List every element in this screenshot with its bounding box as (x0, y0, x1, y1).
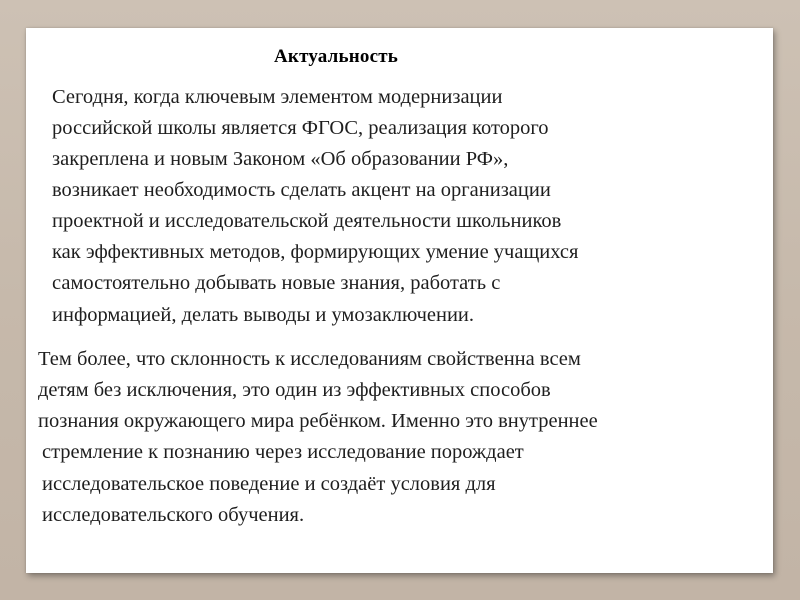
paragraph2-line: детям без исключения, это один из эффективных способов (38, 379, 551, 401)
paragraph1-line: возникает необходимость сделать акцент на организации (52, 179, 551, 201)
paragraph1-line: закреплена и новым Законом «Об образовании РФ», (52, 148, 509, 170)
paragraph2-line: стремление к познанию через исследование порождает (42, 441, 524, 463)
slide (26, 28, 773, 573)
paragraph1-line: проектной и исследовательской деятельности школьников (52, 210, 562, 232)
paragraph1-line: самостоятельно добывать новые знания, работать с (52, 272, 501, 294)
paragraph1-line: как эффективных методов, формирующих умение учащихся (52, 241, 579, 263)
paragraph2-line: исследовательского обучения. (42, 504, 305, 526)
paragraph1-line: Сегодня, когда ключевым элементом модернизации (52, 86, 503, 108)
paragraph2-line: познания окружающего мира ребёнком. Именно это внутреннее (38, 410, 598, 432)
paragraph2-line: Тем более, что склонность к исследованиям свойственна всем (38, 348, 581, 370)
slide-title: Актуальность (274, 46, 399, 67)
paragraph2-line: исследовательское поведение и создаёт условия для (42, 473, 496, 495)
paragraph1-line: информацией, делать выводы и умозаключении. (52, 304, 475, 326)
paragraph1-line: российской школы является ФГОС, реализация которого (52, 117, 549, 139)
